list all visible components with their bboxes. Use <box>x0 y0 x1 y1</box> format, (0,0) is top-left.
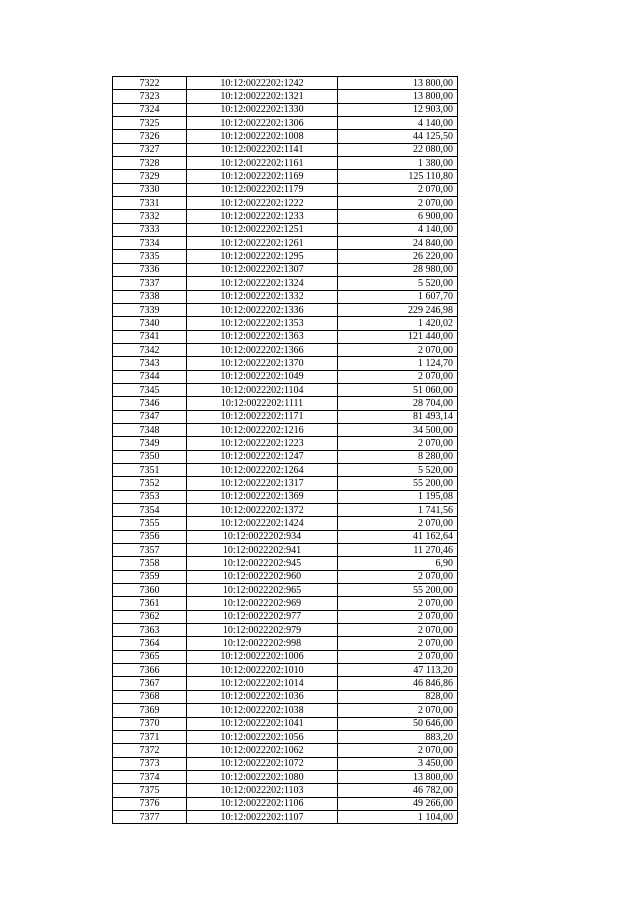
row-number-cell: 7375 <box>113 784 187 797</box>
row-number-cell: 7361 <box>113 597 187 610</box>
table-row <box>113 143 458 156</box>
amount-cell: 41 162,64 <box>338 530 458 543</box>
amount-cell: 1 420,02 <box>338 317 458 330</box>
table-row <box>113 797 458 810</box>
amount-cell: 28 980,00 <box>338 263 458 276</box>
amount-cell: 49 266,00 <box>338 797 458 810</box>
table-row <box>113 383 458 396</box>
row-number-cell: 7343 <box>113 357 187 370</box>
table-row <box>113 490 458 503</box>
row-number-cell: 7376 <box>113 797 187 810</box>
row-number-cell: 7324 <box>113 103 187 116</box>
amount-cell: 2 070,00 <box>338 597 458 610</box>
table-row <box>113 744 458 757</box>
table-row <box>113 784 458 797</box>
cadastral-number-cell: 10:12:0022202:1233 <box>187 210 338 223</box>
cadastral-number-cell: 10:12:0022202:1353 <box>187 317 338 330</box>
amount-cell: 1 380,00 <box>338 157 458 170</box>
amount-cell: 6 900,00 <box>338 210 458 223</box>
amount-cell: 5 520,00 <box>338 463 458 476</box>
amount-cell: 24 840,00 <box>338 237 458 250</box>
cadastral-number-cell: 10:12:0022202:1242 <box>187 77 338 90</box>
table-row <box>113 77 458 90</box>
cadastral-number-cell: 10:12:0022202:945 <box>187 557 338 570</box>
amount-cell: 3 450,00 <box>338 757 458 770</box>
cadastral-number-cell: 10:12:0022202:1169 <box>187 170 338 183</box>
amount-cell: 55 200,00 <box>338 477 458 490</box>
table-row <box>113 130 458 143</box>
cadastral-number-cell: 10:12:0022202:1336 <box>187 303 338 316</box>
cadastral-number-cell: 10:12:0022202:1080 <box>187 770 338 783</box>
amount-cell: 1 607,70 <box>338 290 458 303</box>
row-number-cell: 7341 <box>113 330 187 343</box>
cadastral-number-cell: 10:12:0022202:1324 <box>187 277 338 290</box>
amount-cell: 828,00 <box>338 690 458 703</box>
cadastral-number-cell: 10:12:0022202:1366 <box>187 343 338 356</box>
row-number-cell: 7368 <box>113 690 187 703</box>
amount-cell: 1 124,70 <box>338 357 458 370</box>
amount-cell: 13 800,00 <box>338 770 458 783</box>
table-row <box>113 730 458 743</box>
row-number-cell: 7344 <box>113 370 187 383</box>
row-number-cell: 7377 <box>113 810 187 823</box>
amount-cell: 2 070,00 <box>338 197 458 210</box>
table-row <box>113 624 458 637</box>
table-row <box>113 637 458 650</box>
cadastral-number-cell: 10:12:0022202:1369 <box>187 490 338 503</box>
amount-cell: 2 070,00 <box>338 610 458 623</box>
amount-cell: 13 800,00 <box>338 90 458 103</box>
cadastral-number-cell: 10:12:0022202:1008 <box>187 130 338 143</box>
cadastral-number-cell: 10:12:0022202:1307 <box>187 263 338 276</box>
table-row <box>113 343 458 356</box>
amount-cell: 13 800,00 <box>338 77 458 90</box>
row-number-cell: 7360 <box>113 584 187 597</box>
amount-cell: 229 246,98 <box>338 303 458 316</box>
table-row <box>113 410 458 423</box>
row-number-cell: 7365 <box>113 650 187 663</box>
amount-cell: 28 704,00 <box>338 397 458 410</box>
cadastral-number-cell: 10:12:0022202:1014 <box>187 677 338 690</box>
table-row <box>113 757 458 770</box>
cadastral-number-cell: 10:12:0022202:1072 <box>187 757 338 770</box>
row-number-cell: 7357 <box>113 544 187 557</box>
cadastral-number-cell: 10:12:0022202:1321 <box>187 90 338 103</box>
cadastral-number-cell: 10:12:0022202:1330 <box>187 103 338 116</box>
table-row <box>113 330 458 343</box>
table-row <box>113 463 458 476</box>
table-row <box>113 157 458 170</box>
cadastral-number-cell: 10:12:0022202:1251 <box>187 223 338 236</box>
table-row <box>113 530 458 543</box>
cadastral-number-cell: 10:12:0022202:1056 <box>187 730 338 743</box>
cadastral-number-cell: 10:12:0022202:1332 <box>187 290 338 303</box>
amount-cell: 2 070,00 <box>338 637 458 650</box>
table-row <box>113 357 458 370</box>
cadastral-number-cell: 10:12:0022202:1264 <box>187 463 338 476</box>
cadastral-number-cell: 10:12:0022202:1247 <box>187 450 338 463</box>
row-number-cell: 7326 <box>113 130 187 143</box>
amount-cell: 8 280,00 <box>338 450 458 463</box>
cadastral-number-cell: 10:12:0022202:1062 <box>187 744 338 757</box>
cadastral-number-cell: 10:12:0022202:969 <box>187 597 338 610</box>
table-row <box>113 397 458 410</box>
row-number-cell: 7339 <box>113 303 187 316</box>
amount-cell: 4 140,00 <box>338 117 458 130</box>
cadastral-number-cell: 10:12:0022202:1261 <box>187 237 338 250</box>
amount-cell: 883,20 <box>338 730 458 743</box>
amount-cell: 47 113,20 <box>338 664 458 677</box>
cadastral-number-cell: 10:12:0022202:1372 <box>187 504 338 517</box>
row-number-cell: 7322 <box>113 77 187 90</box>
amount-cell: 4 140,00 <box>338 223 458 236</box>
table-row <box>113 690 458 703</box>
amount-cell: 125 110,80 <box>338 170 458 183</box>
row-number-cell: 7362 <box>113 610 187 623</box>
amount-cell: 121 440,00 <box>338 330 458 343</box>
row-number-cell: 7327 <box>113 143 187 156</box>
table-row <box>113 810 458 823</box>
table-row <box>113 277 458 290</box>
amount-cell: 2 070,00 <box>338 650 458 663</box>
row-number-cell: 7325 <box>113 117 187 130</box>
amount-cell: 2 070,00 <box>338 343 458 356</box>
table-row <box>113 197 458 210</box>
amount-cell: 1 195,08 <box>338 490 458 503</box>
row-number-cell: 7348 <box>113 423 187 436</box>
table-row <box>113 103 458 116</box>
amount-cell: 2 070,00 <box>338 183 458 196</box>
cadastral-number-cell: 10:12:0022202:1223 <box>187 437 338 450</box>
cadastral-number-cell: 10:12:0022202:941 <box>187 544 338 557</box>
amount-cell: 55 200,00 <box>338 584 458 597</box>
cadastral-number-cell: 10:12:0022202:1171 <box>187 410 338 423</box>
table-row <box>113 610 458 623</box>
amount-cell: 81 493,14 <box>338 410 458 423</box>
row-number-cell: 7332 <box>113 210 187 223</box>
table-row <box>113 770 458 783</box>
cadastral-number-cell: 10:12:0022202:1141 <box>187 143 338 156</box>
amount-cell: 1 104,00 <box>338 810 458 823</box>
table-row <box>113 704 458 717</box>
table-row <box>113 237 458 250</box>
amount-cell: 12 903,00 <box>338 103 458 116</box>
amount-cell: 51 060,00 <box>338 383 458 396</box>
row-number-cell: 7331 <box>113 197 187 210</box>
table-row <box>113 250 458 263</box>
table-row <box>113 117 458 130</box>
row-number-cell: 7363 <box>113 624 187 637</box>
cadastral-number-cell: 10:12:0022202:1306 <box>187 117 338 130</box>
cadastral-number-cell: 10:12:0022202:1103 <box>187 784 338 797</box>
table-row <box>113 210 458 223</box>
cadastral-number-cell: 10:12:0022202:960 <box>187 570 338 583</box>
amount-cell: 34 500,00 <box>338 423 458 436</box>
row-number-cell: 7366 <box>113 664 187 677</box>
table-row <box>113 650 458 663</box>
row-number-cell: 7373 <box>113 757 187 770</box>
row-number-cell: 7330 <box>113 183 187 196</box>
amount-cell: 26 220,00 <box>338 250 458 263</box>
row-number-cell: 7371 <box>113 730 187 743</box>
amount-cell: 1 741,56 <box>338 504 458 517</box>
row-number-cell: 7353 <box>113 490 187 503</box>
row-number-cell: 7370 <box>113 717 187 730</box>
row-number-cell: 7358 <box>113 557 187 570</box>
cadastral-number-cell: 10:12:0022202:1104 <box>187 383 338 396</box>
row-number-cell: 7335 <box>113 250 187 263</box>
amount-cell: 2 070,00 <box>338 370 458 383</box>
table-row <box>113 557 458 570</box>
table-row <box>113 223 458 236</box>
table-row <box>113 170 458 183</box>
row-number-cell: 7336 <box>113 263 187 276</box>
cadastral-number-cell: 10:12:0022202:1041 <box>187 717 338 730</box>
cadastral-number-cell: 10:12:0022202:1161 <box>187 157 338 170</box>
table-row <box>113 263 458 276</box>
amount-cell: 46 846,86 <box>338 677 458 690</box>
row-number-cell: 7337 <box>113 277 187 290</box>
row-number-cell: 7334 <box>113 237 187 250</box>
row-number-cell: 7340 <box>113 317 187 330</box>
table-row <box>113 437 458 450</box>
amount-cell: 2 070,00 <box>338 437 458 450</box>
amount-cell: 46 782,00 <box>338 784 458 797</box>
table-row <box>113 290 458 303</box>
amount-cell: 11 270,46 <box>338 544 458 557</box>
table-row <box>113 317 458 330</box>
table-row <box>113 597 458 610</box>
table-row <box>113 517 458 530</box>
row-number-cell: 7349 <box>113 437 187 450</box>
cadastral-number-cell: 10:12:0022202:1107 <box>187 810 338 823</box>
amount-cell: 2 070,00 <box>338 624 458 637</box>
cadastral-number-cell: 10:12:0022202:1216 <box>187 423 338 436</box>
row-number-cell: 7352 <box>113 477 187 490</box>
cadastral-number-cell: 10:12:0022202:965 <box>187 584 338 597</box>
amount-cell: 2 070,00 <box>338 570 458 583</box>
row-number-cell: 7347 <box>113 410 187 423</box>
cadastral-number-cell: 10:12:0022202:1038 <box>187 704 338 717</box>
row-number-cell: 7367 <box>113 677 187 690</box>
table-row <box>113 370 458 383</box>
table-row <box>113 584 458 597</box>
table-row <box>113 303 458 316</box>
amount-cell: 22 080,00 <box>338 143 458 156</box>
row-number-cell: 7374 <box>113 770 187 783</box>
table-row <box>113 717 458 730</box>
cadastral-number-cell: 10:12:0022202:1049 <box>187 370 338 383</box>
table-row <box>113 423 458 436</box>
data-table <box>112 76 458 824</box>
table-row <box>113 450 458 463</box>
table-body <box>113 77 458 824</box>
table-row <box>113 183 458 196</box>
table-row <box>113 677 458 690</box>
table-row <box>113 544 458 557</box>
row-number-cell: 7323 <box>113 90 187 103</box>
row-number-cell: 7372 <box>113 744 187 757</box>
cadastral-number-cell: 10:12:0022202:998 <box>187 637 338 650</box>
cadastral-number-cell: 10:12:0022202:1006 <box>187 650 338 663</box>
amount-cell: 2 070,00 <box>338 517 458 530</box>
table-row <box>113 477 458 490</box>
row-number-cell: 7329 <box>113 170 187 183</box>
row-number-cell: 7369 <box>113 704 187 717</box>
cadastral-number-cell: 10:12:0022202:1317 <box>187 477 338 490</box>
cadastral-number-cell: 10:12:0022202:1010 <box>187 664 338 677</box>
row-number-cell: 7346 <box>113 397 187 410</box>
row-number-cell: 7351 <box>113 463 187 476</box>
table-row <box>113 504 458 517</box>
row-number-cell: 7356 <box>113 530 187 543</box>
row-number-cell: 7355 <box>113 517 187 530</box>
cadastral-number-cell: 10:12:0022202:1295 <box>187 250 338 263</box>
cadastral-number-cell: 10:12:0022202:934 <box>187 530 338 543</box>
row-number-cell: 7328 <box>113 157 187 170</box>
row-number-cell: 7359 <box>113 570 187 583</box>
amount-cell: 50 646,00 <box>338 717 458 730</box>
row-number-cell: 7345 <box>113 383 187 396</box>
amount-cell: 44 125,50 <box>338 130 458 143</box>
row-number-cell: 7354 <box>113 504 187 517</box>
cadastral-number-cell: 10:12:0022202:1106 <box>187 797 338 810</box>
row-number-cell: 7364 <box>113 637 187 650</box>
cadastral-number-cell: 10:12:0022202:1424 <box>187 517 338 530</box>
row-number-cell: 7342 <box>113 343 187 356</box>
amount-cell: 6,90 <box>338 557 458 570</box>
cadastral-number-cell: 10:12:0022202:1222 <box>187 197 338 210</box>
amount-cell: 5 520,00 <box>338 277 458 290</box>
table-row <box>113 570 458 583</box>
amount-cell: 2 070,00 <box>338 744 458 757</box>
cadastral-number-cell: 10:12:0022202:1370 <box>187 357 338 370</box>
table-row <box>113 90 458 103</box>
cadastral-number-cell: 10:12:0022202:1179 <box>187 183 338 196</box>
cadastral-number-cell: 10:12:0022202:1363 <box>187 330 338 343</box>
amount-cell: 2 070,00 <box>338 704 458 717</box>
row-number-cell: 7350 <box>113 450 187 463</box>
cadastral-number-cell: 10:12:0022202:1036 <box>187 690 338 703</box>
table-row <box>113 664 458 677</box>
cadastral-number-cell: 10:12:0022202:1111 <box>187 397 338 410</box>
row-number-cell: 7338 <box>113 290 187 303</box>
cadastral-number-cell: 10:12:0022202:979 <box>187 624 338 637</box>
cadastral-number-cell: 10:12:0022202:977 <box>187 610 338 623</box>
row-number-cell: 7333 <box>113 223 187 236</box>
